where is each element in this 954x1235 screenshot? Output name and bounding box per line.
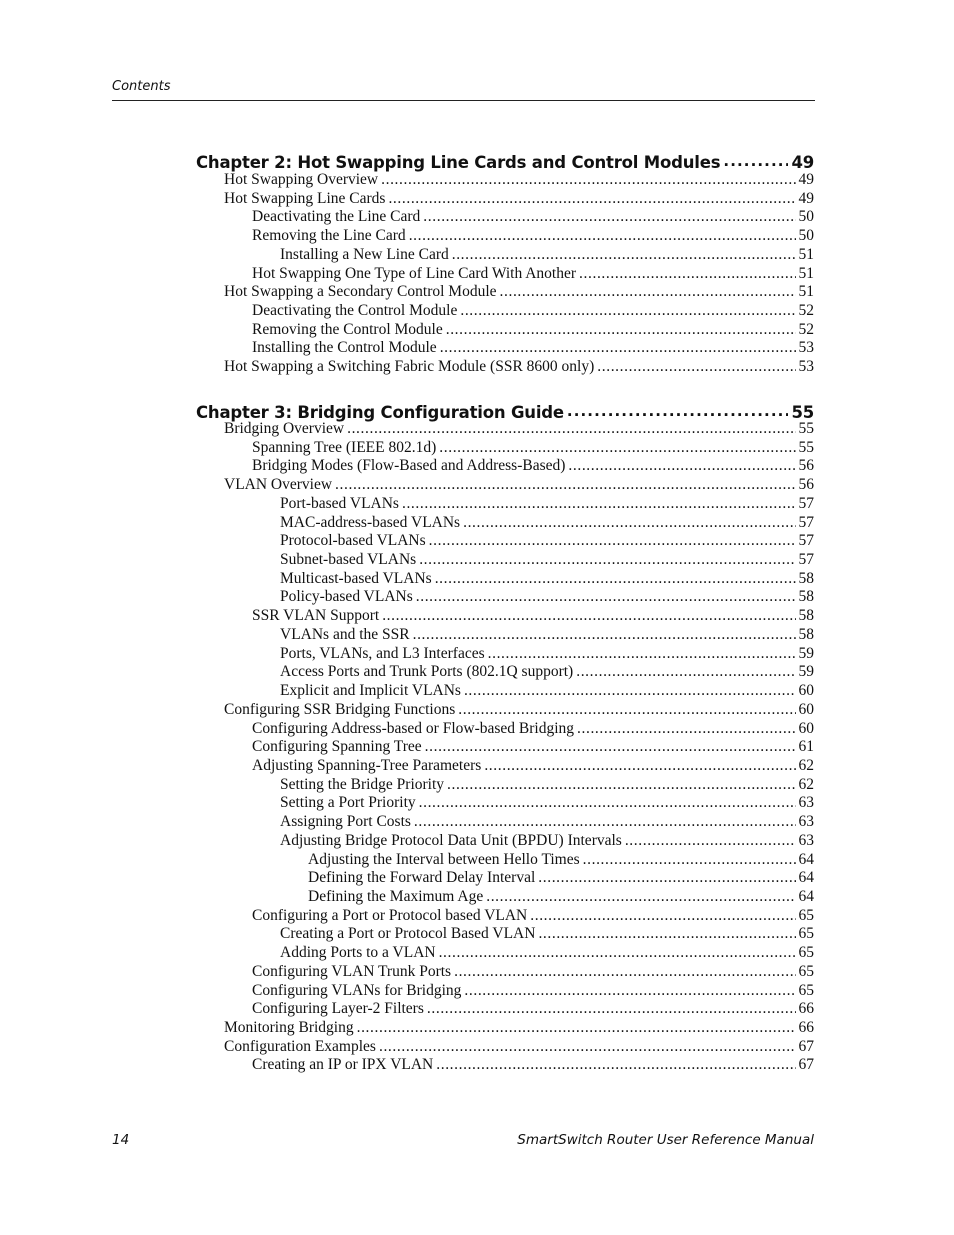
toc-entry-title: Bridging Overview [224, 420, 345, 437]
toc-entry-page-number: 58 [798, 588, 814, 606]
toc-entry-page-number: 51 [798, 283, 814, 301]
toc-entry[interactable] [252, 226, 814, 245]
toc-entry[interactable] [280, 812, 814, 831]
toc-entry-title: VLAN Overview [224, 476, 333, 494]
toc-entry-page-number: 50 [798, 208, 814, 226]
chapter-page-number: 55 [791, 403, 814, 422]
toc-entry[interactable] [252, 981, 814, 1000]
toc-entry[interactable] [280, 775, 814, 794]
toc-entry[interactable] [252, 301, 814, 320]
dot-leader [425, 737, 796, 756]
toc-entry[interactable] [252, 719, 814, 738]
toc-entry-page-number: 66 [798, 1000, 814, 1018]
toc-entry-title: Hot Swapping Line Cards [224, 189, 386, 207]
toc-entry-page-number: 58 [798, 625, 814, 643]
toc-entry-title: Monitoring Bridging [224, 1019, 354, 1037]
toc-entry[interactable] [252, 320, 814, 339]
toc-entry-page-number: 58 [798, 607, 814, 625]
toc-entry-page-number: 49 [798, 189, 814, 207]
toc-entry-title: Hot Swapping a Secondary Control Module [224, 283, 497, 301]
toc-entry-title: Setting a Port Priority [280, 794, 416, 812]
toc-entry-page-number: 57 [798, 513, 814, 531]
toc-entry-title: Configuring Spanning Tree [252, 738, 422, 756]
toc-entry-page-number: 59 [798, 663, 814, 681]
toc-entry-title: Configuring Address-based or Flow-based Bridging [252, 719, 575, 737]
dot-leader [447, 775, 795, 794]
toc-entry-page-number: 51 [798, 245, 814, 263]
dot-leader [416, 587, 796, 606]
toc-entry[interactable] [252, 438, 814, 457]
dot-leader [484, 756, 795, 775]
toc-entry-title: Hot Swapping a Switching Fabric Module (SSR 8600 only) [224, 358, 595, 376]
dot-leader [538, 868, 795, 887]
toc-entry-title: Multicast-based VLANs [280, 569, 432, 587]
dot-leader [488, 644, 796, 663]
toc-entry-title: Adjusting Spanning-Tree Parameters [252, 756, 482, 774]
toc-entry-page-number: 63 [798, 794, 814, 812]
dot-leader [419, 793, 796, 812]
toc-entry-page-number: 65 [798, 906, 814, 924]
toc-entry-page-number: 56 [798, 457, 814, 475]
toc-entry-page-number: 53 [798, 339, 814, 357]
toc-entry[interactable] [224, 189, 814, 208]
toc-entry[interactable] [280, 569, 814, 588]
toc-entry[interactable] [280, 494, 814, 513]
toc-entry-title: Configuration Examples [224, 1037, 376, 1055]
dot-leader [436, 1055, 795, 1074]
toc-entry-page-number: 61 [798, 738, 814, 756]
chapter-page-number: 49 [791, 153, 814, 172]
dot-leader [347, 419, 795, 438]
dot-leader [454, 962, 795, 981]
toc-entry-title: MAC-address-based VLANs [280, 513, 461, 531]
dot-leader [357, 1018, 796, 1037]
dot-leader [413, 625, 796, 644]
toc-entry-title: SSR VLAN Support [252, 607, 380, 625]
toc-entry[interactable] [280, 644, 814, 663]
toc-entry[interactable] [280, 831, 814, 850]
toc-entry-page-number: 57 [798, 532, 814, 550]
toc-entry-page-number: 50 [798, 227, 814, 245]
dot-leader [530, 906, 795, 925]
toc-entry-page-number: 60 [798, 682, 814, 700]
toc-entry[interactable] [308, 850, 814, 869]
running-header: Contents [112, 79, 171, 94]
dot-leader [452, 245, 796, 264]
dot-leader [419, 550, 795, 569]
toc-entry-title: Configuring Layer-2 Filters [252, 1000, 424, 1018]
toc-entry-page-number: 62 [798, 756, 814, 774]
dot-leader [464, 981, 795, 1000]
toc-entry-page-number: 65 [798, 925, 814, 943]
dot-leader [458, 700, 795, 719]
toc-entry-page-number: 51 [798, 264, 814, 282]
toc-entry-title: Assigning Port Costs [280, 813, 411, 831]
toc-entry[interactable] [224, 282, 814, 301]
dot-leader [486, 887, 795, 906]
toc-entry-page-number: 62 [798, 775, 814, 793]
toc-entry-page-number: 64 [798, 869, 814, 887]
toc-entry-title: Creating a Port or Protocol Based VLAN [280, 925, 536, 943]
toc-entry[interactable] [252, 906, 814, 925]
toc-entry-title: Installing the Control Module [252, 339, 437, 357]
dot-leader [576, 662, 795, 681]
dot-leader [439, 438, 795, 457]
toc-entry-page-number: 49 [798, 171, 814, 188]
toc-entry-title: Adding Ports to a VLAN [280, 944, 436, 962]
toc-entry[interactable] [280, 513, 814, 532]
toc-entry-title: Configuring a Port or Protocol based VLAN [252, 906, 528, 924]
toc-entry[interactable] [280, 924, 814, 943]
dot-leader [409, 226, 796, 245]
toc-entry-page-number: 60 [798, 700, 814, 718]
toc-entry-title: Setting the Bridge Priority [280, 775, 445, 793]
toc-entry-title: Adjusting Bridge Protocol Data Unit (BPDU) Intervals [280, 831, 622, 849]
toc-entry-title: Configuring VLAN Trunk Ports [252, 962, 452, 980]
dot-leader [597, 357, 795, 376]
toc-entry-page-number: 64 [798, 850, 814, 868]
toc-entry-page-number: 65 [798, 962, 814, 980]
dot-leader [500, 282, 796, 301]
dot-leader [625, 831, 796, 850]
toc-entry-title: Ports, VLANs, and L3 Interfaces [280, 644, 485, 662]
toc-entry[interactable] [280, 625, 814, 644]
chapter-title: Chapter 2: Hot Swapping Line Cards and Control Modules [196, 153, 721, 172]
toc-entry[interactable] [224, 1037, 814, 1056]
dot-leader [414, 812, 796, 831]
dot-leader [439, 943, 796, 962]
toc-entry[interactable] [224, 475, 814, 494]
toc-entry-title: Bridging Modes (Flow-Based and Address-Based) [252, 457, 566, 475]
toc-entry-page-number: 52 [798, 320, 814, 338]
toc-chapter-heading[interactable] [196, 148, 814, 172]
toc-entry-title: VLANs and the SSR [280, 625, 410, 643]
toc-entry-title: Installing a New Line Card [280, 245, 449, 263]
toc-entry[interactable] [252, 207, 814, 226]
toc-entry[interactable] [252, 999, 814, 1018]
dot-leader [388, 189, 795, 208]
book-title: SmartSwitch Router User Reference Manual [517, 1132, 814, 1148]
toc-entry[interactable] [280, 662, 814, 681]
toc-entry-page-number: 58 [798, 569, 814, 587]
toc-entry-title: Defining the Forward Delay Interval [308, 869, 536, 887]
toc-entry-page-number: 65 [798, 981, 814, 999]
toc-entry[interactable] [280, 550, 814, 569]
dot-leader [583, 850, 796, 869]
toc-entry[interactable] [280, 681, 814, 700]
toc-entry[interactable] [280, 245, 814, 264]
toc-entry-title: Creating an IP or IPX VLAN [252, 1056, 434, 1074]
toc-entry[interactable] [280, 587, 814, 606]
toc-entry[interactable] [224, 170, 814, 189]
toc-entry[interactable] [252, 962, 814, 981]
toc-entry-page-number: 56 [798, 476, 814, 494]
toc-entry[interactable] [280, 793, 814, 812]
toc-entry-title: Deactivating the Line Card [252, 208, 421, 226]
toc-entry-page-number: 67 [798, 1037, 814, 1055]
toc-entry-title: Policy-based VLANs [280, 588, 413, 606]
toc-entry[interactable] [252, 338, 814, 357]
header-rule [112, 100, 815, 101]
dot-leader [460, 301, 795, 320]
toc-entry[interactable] [224, 1018, 814, 1037]
dot-leader [463, 513, 795, 532]
toc-entry-page-number: 57 [798, 494, 814, 512]
toc-entry-title: Defining the Maximum Age [308, 888, 484, 905]
toc-entry-page-number: 55 [798, 420, 814, 437]
dot-leader [379, 1037, 796, 1056]
dot-leader [538, 924, 795, 943]
toc-entry-title: Protocol-based VLANs [280, 532, 426, 550]
toc-entry-title: Adjusting the Interval between Hello Times [308, 850, 580, 868]
dot-leader [381, 170, 795, 189]
toc-entry-title: Removing the Control Module [252, 320, 443, 338]
toc-entry-title: Deactivating the Control Module [252, 302, 458, 320]
dot-leader [382, 606, 795, 625]
toc-entry-title: Removing the Line Card [252, 227, 406, 245]
toc-entry-page-number: 63 [798, 831, 814, 849]
chapter-title: Chapter 3: Bridging Configuration Guide [196, 403, 564, 422]
toc-entry[interactable] [224, 700, 814, 719]
toc-entry[interactable] [308, 887, 814, 906]
toc-entry-title: Subnet-based VLANs [280, 551, 417, 569]
toc-entry-title: Port-based VLANs [280, 494, 399, 512]
dot-leader [723, 148, 788, 172]
toc-entry[interactable] [280, 943, 814, 962]
dot-leader [435, 569, 796, 588]
toc-entry-title: Configuring VLANs for Bridging [252, 981, 462, 999]
toc-entry[interactable] [252, 737, 814, 756]
toc-entry[interactable] [252, 1055, 814, 1074]
toc-entry[interactable] [252, 756, 814, 775]
toc-entry-page-number: 55 [798, 438, 814, 456]
toc-entry-title: Access Ports and Trunk Ports (802.1Q support) [280, 663, 574, 681]
dot-leader [423, 207, 795, 226]
dot-leader [429, 531, 796, 550]
dot-leader [446, 320, 796, 339]
toc-entry-title: Spanning Tree (IEEE 802.1d) [252, 438, 437, 456]
dot-leader [335, 475, 795, 494]
toc-entry-page-number: 66 [798, 1019, 814, 1037]
toc-entry[interactable] [224, 419, 814, 438]
dot-leader [464, 681, 796, 700]
toc-entry-page-number: 64 [798, 888, 814, 905]
toc-entry-page-number: 52 [798, 302, 814, 320]
toc-entry-page-number: 53 [798, 358, 814, 376]
toc-entry-page-number: 57 [798, 551, 814, 569]
dot-leader [427, 999, 796, 1018]
dot-leader [402, 494, 796, 513]
dot-leader [568, 456, 795, 475]
dot-leader [579, 264, 795, 283]
toc-entry-title: Hot Swapping Overview [224, 171, 379, 188]
toc-entry-page-number: 59 [798, 644, 814, 662]
toc-entry-page-number: 65 [798, 944, 814, 962]
toc-entry[interactable] [252, 606, 814, 625]
dot-leader [440, 338, 796, 357]
toc-entry[interactable] [252, 456, 814, 475]
toc-entry-page-number: 67 [798, 1056, 814, 1074]
toc-entry[interactable] [252, 264, 814, 283]
toc-entry-title: Explicit and Implicit VLANs [280, 682, 461, 700]
toc-entry-page-number: 60 [798, 719, 814, 737]
toc-entry[interactable] [280, 531, 814, 550]
page-number: 14 [112, 1132, 130, 1148]
dot-leader [577, 719, 795, 738]
toc-entry[interactable] [224, 357, 814, 376]
toc-entry-title: Configuring SSR Bridging Functions [224, 700, 456, 718]
toc-entry-page-number: 63 [798, 813, 814, 831]
toc-entry-title: Hot Swapping One Type of Line Card With Another [252, 264, 577, 282]
toc-entry[interactable] [308, 868, 814, 887]
